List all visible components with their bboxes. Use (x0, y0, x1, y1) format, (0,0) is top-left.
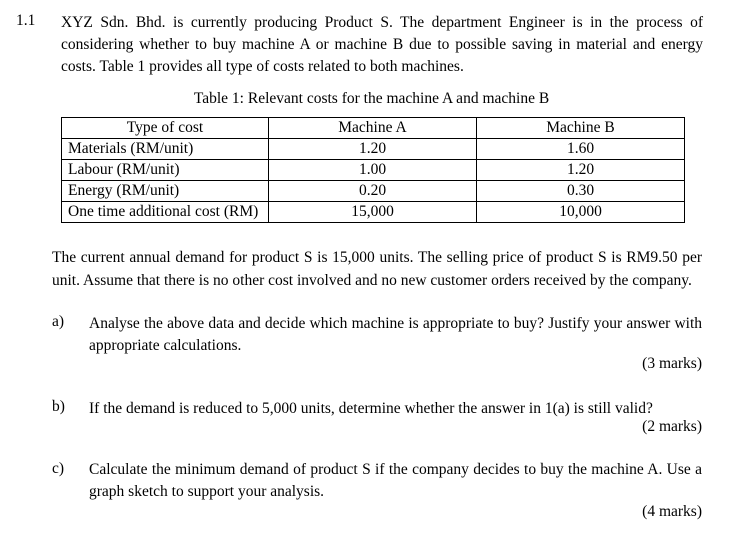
cost-type-cell: Labour (RM/unit) (62, 160, 269, 181)
question-number: 1.1 (16, 12, 36, 29)
part-a-marks: (3 marks) (642, 355, 702, 372)
header-machine-b: Machine B (477, 118, 685, 139)
machine-b-cell: 1.20 (477, 160, 685, 181)
table-caption: Table 1: Relevant costs for the machine A and machine B (193, 90, 550, 107)
question-intro: XYZ Sdn. Bhd. is currently producing Product S. The department Engineer is in the process of considering whether to buy machine A or machine B due to possible saving in material and energy costs. Table 1 provides all type of costs related to both machines. (61, 14, 703, 75)
table-row (62, 202, 685, 223)
context-paragraph: The current annual demand for product S is 15,000 units. The selling price of product S is RM9.50 per unit. Assume that there is no other cost involved and no new customer orders received by the company. (52, 249, 702, 289)
cost-table (61, 117, 685, 223)
machine-a-cell: 1.20 (269, 139, 477, 160)
part-b-marks: (2 marks) (642, 418, 702, 435)
table-row (62, 139, 685, 160)
cost-type-cell: Materials (RM/unit) (62, 139, 269, 160)
header-machine-a: Machine A (269, 118, 477, 139)
machine-b-cell: 0.30 (477, 181, 685, 202)
table-row (62, 160, 685, 181)
part-c-marks: (4 marks) (642, 503, 702, 520)
machine-a-cell: 0.20 (269, 181, 477, 202)
part-b-text: If the demand is reduced to 5,000 units, determine whether the answer in 1(a) is still valid? (89, 400, 653, 417)
part-a-label: a) (52, 313, 65, 330)
header-type-of-cost: Type of cost (62, 118, 269, 139)
machine-a-cell: 1.00 (269, 160, 477, 181)
cost-type-cell: One time additional cost (RM) (62, 202, 269, 223)
machine-b-cell: 10,000 (477, 202, 685, 223)
part-c-label: c) (52, 460, 65, 477)
table-row (62, 181, 685, 202)
part-c-text: Calculate the minimum demand of product S if the company decides to buy the machine A. Use a graph sketch to support your analysis. (89, 461, 702, 500)
cost-type-cell: Energy (RM/unit) (62, 181, 269, 202)
part-b-label: b) (52, 398, 65, 415)
machine-a-cell: 15,000 (269, 202, 477, 223)
part-a-text: Analyse the above data and decide which machine is appropriate to buy? Justify your answer with appropriate calculations. (89, 315, 702, 354)
machine-b-cell: 1.60 (477, 139, 685, 160)
table-header-row (62, 118, 685, 139)
